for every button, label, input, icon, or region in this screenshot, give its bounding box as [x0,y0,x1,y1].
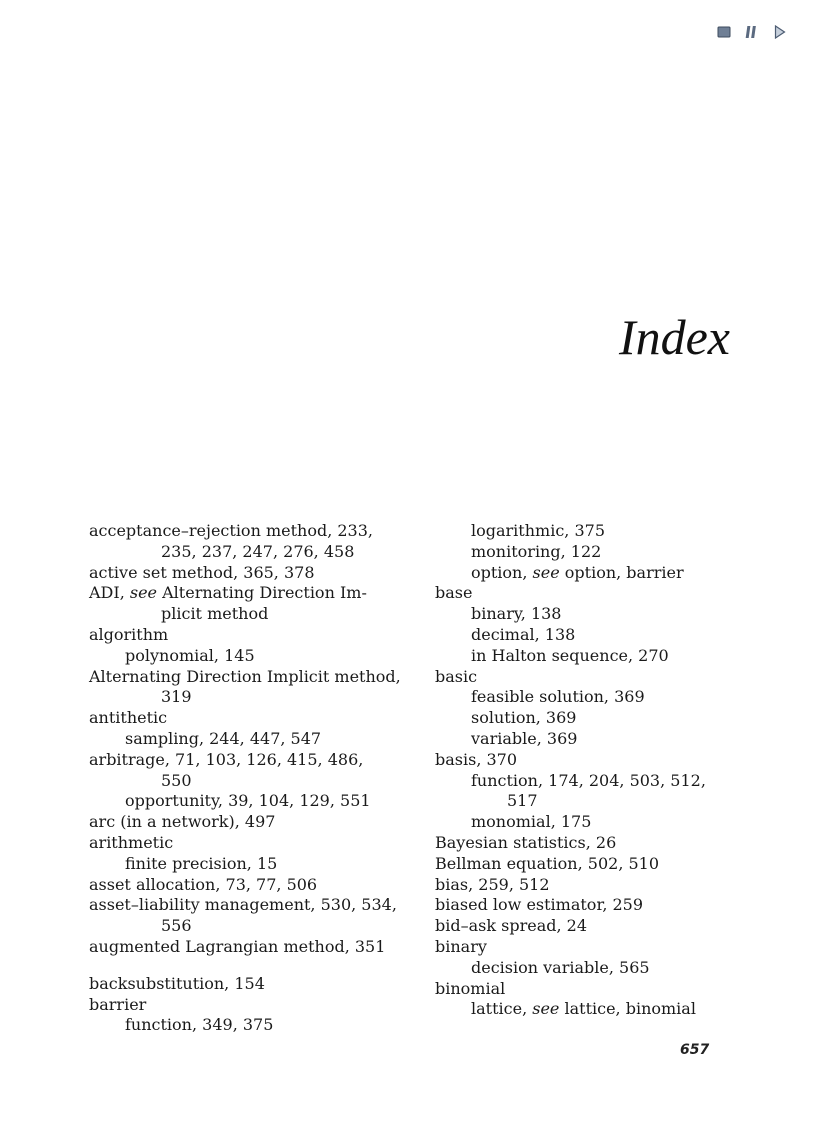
index-entry [435,833,735,854]
see-reference: see [532,999,560,1019]
index-entry-text: asset allocation, 73, 77, 506 [89,874,318,894]
index-entry [89,583,419,604]
index-entry [89,729,419,750]
index-entry [435,812,735,833]
index-entry-text: bid–ask spread, 24 [435,916,588,936]
index-entry [89,854,419,875]
index-entry [89,791,419,812]
see-reference: see [532,562,560,582]
index-entry-text: arc (in a network), 497 [89,812,276,832]
index-entry-text: logarithmic, 375 [471,521,605,540]
index-entry [435,542,735,563]
index-entry-text: binomial [435,978,506,998]
index-entry-text: monitoring, 122 [471,541,602,561]
playback-toolbar [716,24,788,40]
index-entry [435,999,735,1020]
pause-icon[interactable] [744,24,760,40]
index-entry-text: binary, 138 [471,604,562,624]
see-reference: see [129,583,158,603]
index-entry [435,625,735,646]
index-entry-text: base [435,583,473,603]
index-entry [89,875,419,896]
index-entry-text: active set method, 365, 378 [89,562,315,582]
index-entry [89,974,419,995]
index-entry [89,687,419,708]
index-entry [89,708,419,729]
index-entry [89,521,419,542]
index-entry [435,646,735,667]
index-entry-target: Alternating Direction Im- [157,583,367,603]
index-entry [435,521,735,542]
index-entry-text: function, 174, 204, 503, 512, [471,770,706,790]
index-entry [89,625,419,646]
index-entry [435,604,735,625]
index-entry [89,563,419,584]
index-entry [435,791,735,812]
index-entry-text: ADI, [89,583,130,603]
index-entry [89,833,419,854]
index-entry [435,708,735,729]
stop-icon[interactable] [716,24,732,40]
index-entry-text: lattice, [471,999,533,1019]
index-entry-text: feasible solution, 369 [471,687,645,707]
index-entry [435,916,735,937]
index-entry [89,937,419,958]
index-entry-text: variable, 369 [471,728,578,748]
index-entry-text: function, 349, 375 [125,1015,274,1035]
index-entry-text: decimal, 138 [471,624,576,644]
play-icon[interactable] [772,24,788,40]
index-entry-text: binary [435,936,487,956]
index-entry [435,958,735,979]
index-entry-text: basic [435,666,478,686]
index-entry [89,604,419,625]
index-entry-text: bias, 259, 512 [435,874,550,894]
index-entry-text: backsubstitution, 154 [89,973,265,993]
index-entry [89,895,419,916]
index-entry [89,750,419,771]
index-entry [89,1015,419,1036]
index-entry [89,995,419,1016]
index-entry-text: decision variable, 565 [471,957,650,977]
index-entry [435,563,735,584]
index-entry-text: 517 [507,791,538,811]
index-entry-text: basis, 370 [435,749,518,769]
index-entry-text: plicit method [161,604,269,624]
index-entry [89,542,419,563]
index-entry-text: 550 [161,770,192,790]
index-entry [89,812,419,833]
index-entry [435,729,735,750]
index-entry-target: lattice, binomial [559,999,696,1019]
index-entry-text: sampling, 244, 447, 547 [125,728,322,748]
index-entry-target: option, barrier [559,562,684,582]
index-entry-text: Bayesian statistics, 26 [435,832,617,852]
index-entry [89,771,419,792]
index-entry [435,687,735,708]
index-entry-text: barrier [89,994,147,1014]
index-entry-text: monomial, 175 [471,812,592,832]
index-entry-text: 556 [161,916,192,936]
index-entry-text: algorithm [89,624,169,644]
index-title: Index [618,309,730,365]
index-entry-text: solution, 369 [471,708,577,728]
index-entry [89,646,419,667]
index-entry-text: 235, 237, 247, 276, 458 [161,541,355,561]
index-entry-text: antithetic [89,708,168,728]
index-column-left [89,521,419,1036]
index-entry-text: biased low estimator, 259 [435,895,644,915]
index-entry [435,583,735,604]
index-entry [435,667,735,688]
index-entry [435,875,735,896]
index-entry [435,750,735,771]
index-entry-text: polynomial, 145 [125,645,255,665]
index-entry-text: in Halton sequence, 270 [471,645,669,665]
index-entry-text: augmented Lagrangian method, 351 [89,936,386,956]
index-entry-text: asset–liability management, 530, 534, [89,895,397,915]
index-entry-text: Alternating Direction Implicit method, [89,666,401,686]
index-entry [435,937,735,958]
index-entry [435,771,735,792]
index-column-right [435,521,735,1020]
index-entry-text: arithmetic [89,832,174,852]
index-entry-text: 319 [161,687,192,707]
index-entry-text: finite precision, 15 [125,853,278,873]
index-entry-text: arbitrage, 71, 103, 126, 415, 486, [89,749,364,769]
index-entry-text: Bellman equation, 502, 510 [435,853,660,873]
index-entry-text: opportunity, 39, 104, 129, 551 [125,791,371,811]
index-entry [435,979,735,1000]
page-number: 657 [680,1042,710,1058]
index-entry [89,916,419,937]
index-entry-text: option, [471,562,533,582]
index-entry [435,895,735,916]
index-entry-text: acceptance–rejection method, 233, [89,521,373,540]
index-entry [89,667,419,688]
index-entry [435,854,735,875]
